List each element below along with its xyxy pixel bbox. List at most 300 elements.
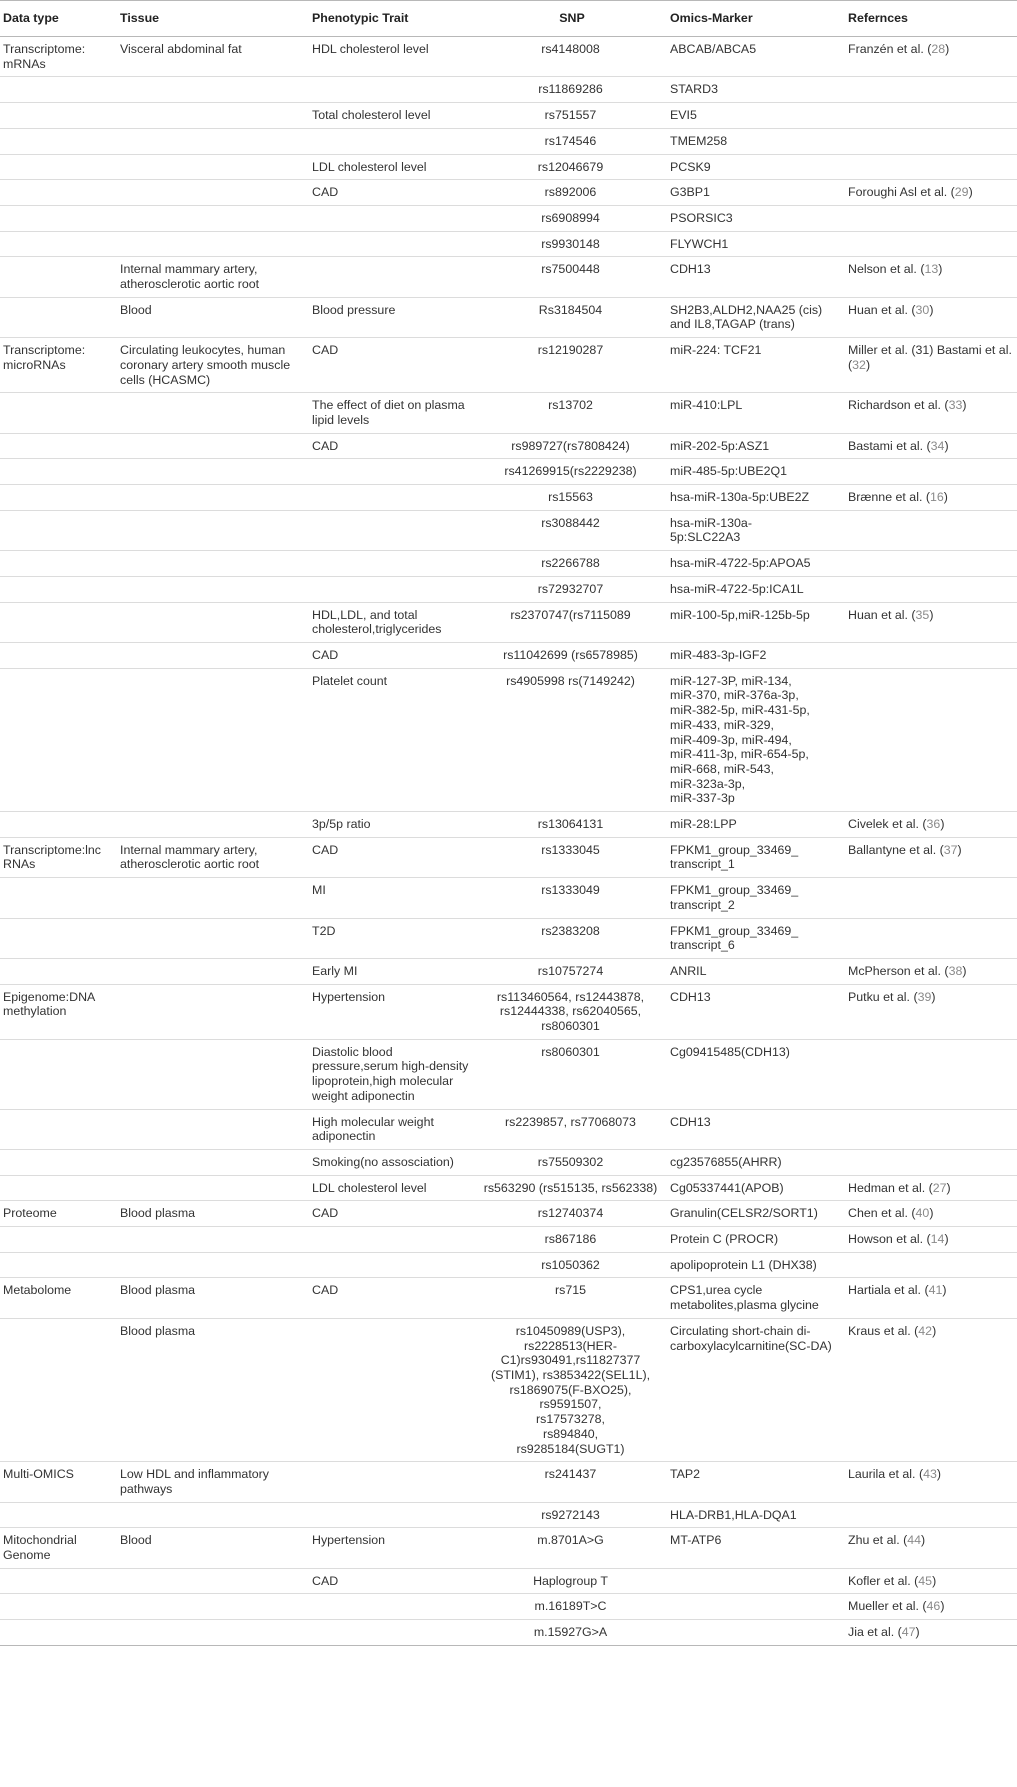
cell-snp: rs41269915(rs2229238): [474, 459, 667, 485]
cell-tissue: Blood: [117, 1528, 309, 1568]
cell-snp: rs12190287: [474, 338, 667, 393]
reference-number: 37: [943, 842, 958, 857]
cell-phenotypic-trait: Early MI: [309, 958, 474, 984]
table-row: [0, 1201, 1017, 1227]
cell-phenotypic-trait: CAD: [309, 180, 474, 206]
cell-reference: [845, 459, 1017, 485]
cell-phenotypic-trait: CAD: [309, 837, 474, 877]
cell-snp: m.8701A>G: [474, 1528, 667, 1568]
cell-reference: [845, 668, 1017, 811]
cell-reference: Civelek et al. (36): [845, 812, 1017, 838]
header-snp: SNP: [474, 1, 667, 37]
cell-reference: [845, 510, 1017, 550]
cell-tissue: [117, 180, 309, 206]
cell-tissue: [117, 1149, 309, 1175]
reference-text: Miller et al. (31) Bastami et al.: [848, 343, 1012, 358]
cell-data-type: [0, 576, 117, 602]
cell-omics-marker: ANRIL: [667, 958, 845, 984]
table-row: [0, 1318, 1017, 1461]
cell-snp: rs1050362: [474, 1252, 667, 1278]
cell-phenotypic-trait: MI: [309, 878, 474, 918]
reference-number: 47: [901, 1625, 916, 1640]
cell-omics-marker: EVI5: [667, 103, 845, 129]
cell-omics-marker: PSORSIC3: [667, 205, 845, 231]
cell-omics-marker: Cg05337441(APOB): [667, 1175, 845, 1201]
cell-phenotypic-trait: CAD: [309, 642, 474, 668]
cell-data-type: [0, 602, 117, 642]
cell-data-type: [0, 77, 117, 103]
table-row: [0, 257, 1017, 297]
table-row: [0, 1502, 1017, 1528]
cell-data-type: Multi-OMICS: [0, 1462, 117, 1502]
cell-omics-marker: CDH13: [667, 984, 845, 1039]
table-row: [0, 433, 1017, 459]
table-row: [0, 485, 1017, 511]
cell-data-type: [0, 1568, 117, 1594]
cell-reference: Zhu et al. (44): [845, 1528, 1017, 1568]
cell-reference: Foroughi Asl et al. (29): [845, 180, 1017, 206]
table-row: [0, 1175, 1017, 1201]
reference-text: Bastami et al.: [848, 438, 924, 453]
cell-snp: rs1333049: [474, 878, 667, 918]
reference-number: 41: [928, 1283, 943, 1298]
cell-data-type: [0, 642, 117, 668]
table-row: [0, 1620, 1017, 1646]
cell-reference: [845, 77, 1017, 103]
cell-phenotypic-trait: 3p/5p ratio: [309, 812, 474, 838]
table-row: [0, 37, 1017, 77]
cell-reference: [845, 1039, 1017, 1109]
cell-reference: [845, 103, 1017, 129]
reference-number: 33: [948, 398, 963, 413]
cell-omics-marker: hsa-miR-4722-5p:APOA5: [667, 551, 845, 577]
cell-reference: Miller et al. (31) Bastami et al. (32): [845, 338, 1017, 393]
cell-snp: rs13064131: [474, 812, 667, 838]
cell-snp: rs892006: [474, 180, 667, 206]
cell-reference: Franzén et al. (28): [848, 42, 950, 56]
reference-text: Nelson et al.: [848, 262, 917, 277]
cell-snp: rs2383208: [474, 918, 667, 958]
reference-number: 30: [915, 302, 930, 317]
reference-number: 32: [852, 357, 866, 372]
cell-omics-marker: SH2B3,ALDH2,NAA25 (cis) and IL8,TAGAP (trans): [667, 297, 845, 337]
cell-snp: rs113460564, rs12443878, rs12444338, rs62040565, rs8060301: [474, 984, 667, 1039]
cell-phenotypic-trait: CAD: [309, 338, 474, 393]
cell-reference: [845, 205, 1017, 231]
table-row: [0, 1528, 1017, 1568]
cell-omics-marker: hsa-miR-130a-5p:UBE2Z: [667, 485, 845, 511]
table-row: [0, 984, 1017, 1039]
cell-omics-marker: miR-202-5p:ASZ1: [667, 433, 845, 459]
cell-tissue: [117, 668, 309, 811]
cell-snp: rs11869286: [474, 77, 667, 103]
table-row: [0, 154, 1017, 180]
table-row: [0, 103, 1017, 129]
cell-data-type: [0, 510, 117, 550]
reference-number: 38: [948, 963, 963, 978]
cell-tissue: Blood plasma: [117, 1278, 309, 1318]
reference-number: 42: [918, 1323, 933, 1338]
cell-tissue: [117, 918, 309, 958]
cell-omics-marker: FPKM1_group_33469_ transcript_2: [667, 878, 845, 918]
cell-phenotypic-trait: Platelet count: [309, 668, 474, 811]
cell-snp: rs563290 (rs515135, rs562338): [474, 1175, 667, 1201]
cell-phenotypic-trait: [309, 128, 474, 154]
cell-snp: rs6908994: [474, 205, 667, 231]
header-phenotypic-trait: Phenotypic Trait: [309, 1, 474, 37]
cell-data-type: Proteome: [0, 1201, 117, 1227]
cell-tissue: [117, 1039, 309, 1109]
table-row: [0, 1278, 1017, 1318]
cell-reference: Laurila et al. (43): [845, 1462, 1017, 1502]
cell-snp: rs3088442: [474, 510, 667, 550]
cell-phenotypic-trait: The effect of diet on plasma lipid levels: [309, 393, 474, 433]
cell-phenotypic-trait: Blood pressure: [309, 297, 474, 337]
reference-number: 13: [924, 262, 939, 277]
cell-reference: [845, 551, 1017, 577]
cell-omics-marker: Protein C (PROCR): [667, 1227, 845, 1253]
reference-text: Zhu et al.: [848, 1533, 900, 1548]
reference-number: 46: [926, 1599, 941, 1614]
cell-tissue: [117, 485, 309, 511]
cell-omics-marker: MT-ATP6: [667, 1528, 845, 1568]
reference-number: 40: [915, 1206, 930, 1221]
reference-number: 39: [917, 989, 932, 1004]
cell-data-type: [0, 1594, 117, 1620]
cell-snp: rs989727(rs7808424): [474, 433, 667, 459]
reference-text: Howson et al.: [848, 1232, 924, 1247]
cell-phenotypic-trait: [309, 1227, 474, 1253]
cell-snp: rs12046679: [474, 154, 667, 180]
cell-snp: rs2266788: [474, 551, 667, 577]
cell-data-type: [0, 231, 117, 257]
cell-tissue: [117, 510, 309, 550]
cell-data-type: [0, 103, 117, 129]
cell-snp: m.15927G>A: [474, 1620, 667, 1646]
cell-phenotypic-trait: CAD: [309, 1278, 474, 1318]
cell-data-type: [0, 128, 117, 154]
cell-omics-marker: hsa-miR-130a- 5p:SLC22A3: [667, 510, 845, 550]
cell-reference: [845, 231, 1017, 257]
cell-reference: Kraus et al. (42): [845, 1318, 1017, 1461]
reference-text: Foroughi Asl et al.: [848, 185, 948, 200]
cell-tissue: Blood plasma: [117, 1201, 309, 1227]
table-row: [0, 459, 1017, 485]
cell-data-type: [0, 1039, 117, 1109]
reference-text: Huan et al.: [848, 607, 908, 622]
cell-reference: [845, 1149, 1017, 1175]
cell-tissue: Low HDL and inflammatory pathways: [117, 1462, 309, 1502]
reference-text: Brænne et al.: [848, 490, 923, 505]
table-row: [0, 205, 1017, 231]
reference-number: 44: [907, 1533, 922, 1548]
cell-data-type: [0, 433, 117, 459]
reference-number: 28: [931, 42, 946, 56]
cell-snp: rs10757274: [474, 958, 667, 984]
table-row: [0, 338, 1017, 393]
cell-omics-marker: ABCAB/ABCA5: [670, 42, 757, 56]
cell-reference: Brænne et al. (16): [845, 485, 1017, 511]
cell-tissue: [117, 1252, 309, 1278]
cell-data-type: Transcriptome: mRNAs: [3, 42, 86, 71]
cell-phenotypic-trait: [309, 485, 474, 511]
cell-reference: Ballantyne et al. (37): [845, 837, 1017, 877]
table-body: [0, 37, 1017, 1646]
cell-snp: rs241437: [474, 1462, 667, 1502]
table-row: [0, 1594, 1017, 1620]
cell-data-type: [0, 878, 117, 918]
cell-tissue: [117, 878, 309, 918]
cell-reference: Nelson et al. (13): [845, 257, 1017, 297]
header-references: Refernces: [845, 1, 1017, 37]
cell-phenotypic-trait: Diastolic blood pressure,serum high-density lipoprotein,high molecular weight adiponectin: [309, 1039, 474, 1109]
cell-snp: rs715: [474, 1278, 667, 1318]
cell-tissue: [117, 154, 309, 180]
cell-tissue: [117, 642, 309, 668]
cell-tissue: [117, 1175, 309, 1201]
cell-phenotypic-trait: [309, 77, 474, 103]
reference-text: Huan et al.: [848, 302, 908, 317]
cell-tissue: [117, 433, 309, 459]
cell-phenotypic-trait: CAD: [309, 433, 474, 459]
cell-reference: [845, 1109, 1017, 1149]
cell-data-type: [0, 1227, 117, 1253]
cell-omics-marker: miR-100-5p,miR-125b-5p: [667, 602, 845, 642]
cell-data-type: [0, 297, 117, 337]
cell-data-type: [0, 1252, 117, 1278]
cell-phenotypic-trait: LDL cholesterol level: [309, 154, 474, 180]
cell-data-type: [0, 812, 117, 838]
cell-omics-marker: CDH13: [667, 257, 845, 297]
cell-snp: rs9272143: [474, 1502, 667, 1528]
cell-reference: Howson et al. (14): [845, 1227, 1017, 1253]
cell-reference: [845, 154, 1017, 180]
reference-number: 14: [930, 1232, 945, 1247]
reference-text: Jia et al.: [848, 1625, 895, 1640]
cell-reference: [845, 576, 1017, 602]
cell-tissue: [117, 128, 309, 154]
cell-omics-marker: miR-410:LPL: [667, 393, 845, 433]
reference-text: Franzén et al.: [848, 42, 924, 56]
cell-omics-marker: G3BP1: [667, 180, 845, 206]
cell-snp: rs72932707: [474, 576, 667, 602]
cell-reference: Hartiala et al. (41): [845, 1278, 1017, 1318]
header-tissue: Tissue: [117, 1, 309, 37]
table-row: [0, 602, 1017, 642]
cell-omics-marker: Circulating short-chain di-carboxylacylcarnitine(SC-DA): [667, 1318, 845, 1461]
table-row: [0, 576, 1017, 602]
cell-reference: Jia et al. (47): [845, 1620, 1017, 1646]
cell-phenotypic-trait: [309, 205, 474, 231]
cell-data-type: Metabolome: [0, 1278, 117, 1318]
cell-snp: rs9930148: [474, 231, 667, 257]
cell-data-type: Mitochondrial Genome: [0, 1528, 117, 1568]
table-row: [0, 297, 1017, 337]
cell-omics-marker: [667, 1620, 845, 1646]
cell-omics-marker: FPKM1_group_33469_ transcript_6: [667, 918, 845, 958]
reference-text: McPherson et al.: [848, 963, 941, 978]
table-row: [0, 668, 1017, 811]
cell-reference: Bastami et al. (34): [845, 433, 1017, 459]
table-row: [0, 918, 1017, 958]
cell-tissue: [117, 812, 309, 838]
cell-snp: rs174546: [474, 128, 667, 154]
cell-omics-marker: miR-485-5p:UBE2Q1: [667, 459, 845, 485]
reference-number: 34: [930, 438, 945, 453]
cell-phenotypic-trait: Hypertension: [309, 1528, 474, 1568]
cell-snp: Haplogroup T: [474, 1568, 667, 1594]
cell-omics-marker: HLA-DRB1,HLA-DQA1: [667, 1502, 845, 1528]
cell-omics-marker: STARD3: [667, 77, 845, 103]
cell-phenotypic-trait: [309, 459, 474, 485]
reference-number: 45: [918, 1573, 933, 1588]
header-data-type: Data type: [0, 1, 117, 37]
cell-snp: rs8060301: [474, 1039, 667, 1109]
cell-phenotypic-trait: Smoking(no assosciation): [309, 1149, 474, 1175]
table-row: [0, 510, 1017, 550]
cell-omics-marker: miR-28:LPP: [667, 812, 845, 838]
cell-phenotypic-trait: [309, 1502, 474, 1528]
cell-phenotypic-trait: [309, 576, 474, 602]
reference-text: Ballantyne et al.: [848, 842, 937, 857]
table-row: [0, 180, 1017, 206]
table-header-row: [0, 1, 1017, 37]
cell-data-type: [0, 1620, 117, 1646]
header-omics-marker: Omics-Marker: [667, 1, 845, 37]
cell-reference: Huan et al. (30): [845, 297, 1017, 337]
table-row: [0, 77, 1017, 103]
cell-data-type: [0, 1109, 117, 1149]
cell-tissue: [117, 231, 309, 257]
cell-reference: [845, 918, 1017, 958]
table-row: [0, 1109, 1017, 1149]
cell-tissue: [117, 1594, 309, 1620]
table-row: [0, 1462, 1017, 1502]
cell-data-type: Transcriptome: microRNAs: [0, 338, 117, 393]
cell-tissue: [117, 1620, 309, 1646]
cell-omics-marker: Granulin(CELSR2/SORT1): [667, 1201, 845, 1227]
cell-reference: [845, 1252, 1017, 1278]
reference-number: 35: [915, 607, 930, 622]
cell-data-type: [0, 154, 117, 180]
cell-phenotypic-trait: CAD: [309, 1201, 474, 1227]
cell-tissue: Internal mammary artery, atherosclerotic aortic root: [117, 837, 309, 877]
cell-tissue: [117, 576, 309, 602]
cell-snp: rs2370747(rs7115089: [474, 602, 667, 642]
cell-data-type: Transcriptome:lnc RNAs: [0, 837, 117, 877]
cell-omics-marker: [667, 1594, 845, 1620]
cell-tissue: [117, 77, 309, 103]
cell-snp: rs13702: [474, 393, 667, 433]
table-row: [0, 1039, 1017, 1109]
table-row: [0, 837, 1017, 877]
cell-phenotypic-trait: [309, 1594, 474, 1620]
cell-reference: Putku et al. (39): [845, 984, 1017, 1039]
cell-snp: rs7500448: [474, 257, 667, 297]
reference-text: Mueller et al.: [848, 1599, 919, 1614]
cell-reference: Chen et al. (40): [845, 1201, 1017, 1227]
cell-reference: Kofler et al. (45): [845, 1568, 1017, 1594]
cell-omics-marker: PCSK9: [667, 154, 845, 180]
table-row: [0, 1252, 1017, 1278]
reference-number: 36: [926, 817, 941, 832]
cell-data-type: [0, 958, 117, 984]
cell-omics-marker: FPKM1_group_33469_ transcript_1: [667, 837, 845, 877]
cell-data-type: [0, 1502, 117, 1528]
cell-omics-marker: apolipoprotein L1 (DHX38): [667, 1252, 845, 1278]
cell-snp: rs867186: [474, 1227, 667, 1253]
cell-phenotypic-trait: [309, 231, 474, 257]
cell-omics-marker: Cg09415485(CDH13): [667, 1039, 845, 1109]
cell-tissue: [117, 459, 309, 485]
cell-reference: [845, 642, 1017, 668]
reference-number: 27: [932, 1180, 947, 1195]
cell-omics-marker: [667, 1568, 845, 1594]
cell-tissue: [117, 602, 309, 642]
cell-reference: Huan et al. (35): [845, 602, 1017, 642]
table-row: [0, 1568, 1017, 1594]
cell-snp: rs12740374: [474, 1201, 667, 1227]
reference-text: Hartiala et al.: [848, 1283, 922, 1298]
cell-omics-marker: miR-224: TCF21: [667, 338, 845, 393]
cell-data-type: [0, 485, 117, 511]
cell-phenotypic-trait: CAD: [309, 1568, 474, 1594]
cell-data-type: [0, 668, 117, 811]
cell-tissue: Blood plasma: [117, 1318, 309, 1461]
cell-phenotypic-trait: High molecular weight adiponectin: [309, 1109, 474, 1149]
cell-tissue: [117, 103, 309, 129]
table-row: [0, 393, 1017, 433]
cell-omics-marker: FLYWCH1: [667, 231, 845, 257]
cell-phenotypic-trait: T2D: [309, 918, 474, 958]
cell-omics-marker: miR-127-3P, miR-134, miR-370, miR-376a-3p, miR-382-5p, miR-431-5p, miR-433, miR-329, miR-409-3p, miR-494, miR-411-3p, miR-654-5p, miR-668, miR-543, miR-323a-3p, miR-337-3p: [667, 668, 845, 811]
cell-tissue: [117, 1227, 309, 1253]
reference-text: Richardson et al.: [848, 398, 941, 413]
cell-tissue: [117, 551, 309, 577]
table-row: [0, 551, 1017, 577]
table-row: [0, 1149, 1017, 1175]
cell-phenotypic-trait: HDL cholesterol level: [312, 42, 429, 56]
cell-data-type: [0, 918, 117, 958]
cell-data-type: [0, 180, 117, 206]
cell-omics-marker: hsa-miR-4722-5p:ICA1L: [667, 576, 845, 602]
cell-tissue: Internal mammary artery, atherosclerotic aortic root: [117, 257, 309, 297]
cell-snp: rs751557: [474, 103, 667, 129]
table-row: [0, 1227, 1017, 1253]
cell-tissue: Visceral abdominal fat: [120, 42, 242, 56]
cell-reference: [845, 878, 1017, 918]
cell-tissue: [117, 1109, 309, 1149]
table-row: [0, 878, 1017, 918]
cell-tissue: [117, 393, 309, 433]
cell-tissue: Circulating leukocytes, human coronary artery smooth muscle cells (HCASMC): [117, 338, 309, 393]
cell-data-type: [0, 1149, 117, 1175]
cell-snp: rs4148008: [541, 42, 600, 56]
cell-omics-marker: miR-483-3p-IGF2: [667, 642, 845, 668]
cell-data-type: Epigenome:DNA methylation: [0, 984, 117, 1039]
reference-text: Putku et al.: [848, 989, 910, 1004]
cell-snp: rs10450989(USP3), rs2228513(HER- C1)rs930491,rs11827377 (STIM1), rs3853422(SEL1L), rs1869075(F-BXO25), rs9591507, rs17573278, rs894840, rs9285184(SUGT1): [474, 1318, 667, 1461]
cell-phenotypic-trait: [309, 257, 474, 297]
cell-phenotypic-trait: [309, 1462, 474, 1502]
reference-number: 43: [923, 1467, 937, 1482]
cell-data-type: [0, 551, 117, 577]
cell-omics-marker: TMEM258: [667, 128, 845, 154]
cell-data-type: [0, 257, 117, 297]
cell-tissue: [117, 1502, 309, 1528]
cell-phenotypic-trait: HDL,LDL, and total cholesterol,triglycerides: [309, 602, 474, 642]
cell-reference: [845, 1502, 1017, 1528]
